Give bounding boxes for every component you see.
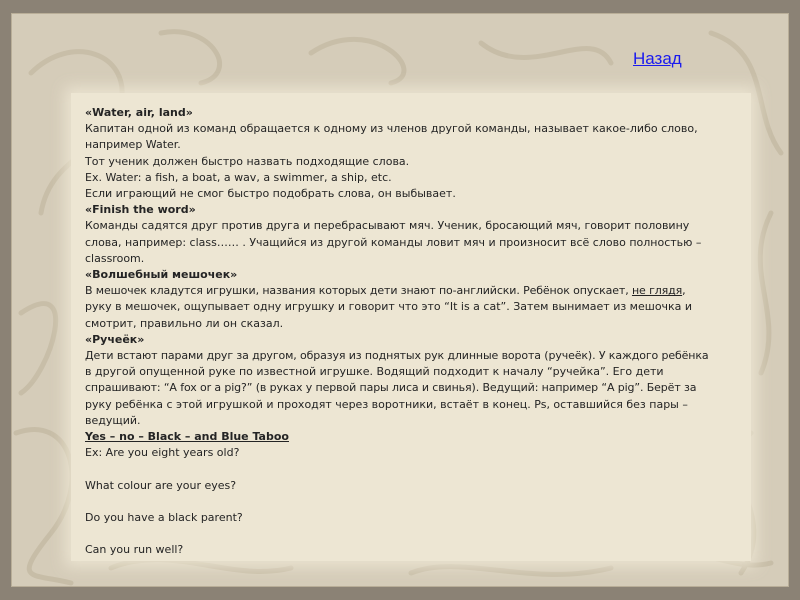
back-link[interactable]: Назад	[633, 49, 682, 68]
text-line: Тот ученик должен быстро назвать подходящие слова.	[85, 154, 410, 168]
section-title: «Water, air, land»	[85, 106, 193, 119]
text-fragment: ,	[682, 284, 686, 298]
text-line: слова, например: class…… . Учащийся из другой команды ловит мяч и произносит всё слово полностью –	[85, 235, 702, 249]
blank-line	[85, 526, 745, 542]
text-line: руку в мешочек, ощупывает одну игрушку и говорит что это “It is a cat”. Затем вынимает из мешочка и	[85, 300, 693, 314]
blank-line	[85, 461, 745, 477]
question-line: Do you have a black parent?	[85, 511, 243, 525]
text-line: Ex. Water: a fish, a boat, a wav, a swimmer, a ship, etc.	[85, 170, 392, 184]
section-title: «Волшебный мешочек»	[85, 268, 238, 282]
section-title: «Finish the word»	[85, 203, 196, 217]
text-line: Команды садятся друг против друга и перебрасывают мяч. Ученик, бросающий мяч, говорит половину	[85, 219, 690, 233]
text-fragment: В мешочек кладутся игрушки, названия которых дети знают по-английски. Ребёнок опускает,	[85, 284, 632, 298]
question-line: Can you run well?	[85, 543, 184, 557]
question-line: Ex: Are you eight years old?	[85, 446, 240, 460]
text-line: например Water.	[85, 138, 181, 152]
section-title: «Ручеёк»	[85, 332, 145, 346]
blank-line	[85, 494, 745, 510]
question-line: What colour are your eyes?	[85, 478, 237, 492]
text-line: смотрит, правильно ли он сказал.	[85, 316, 284, 330]
text-line: руку ребёнка с этой игрушкой и проходят через воротники, встаёт в конец. Ps, оставшийся без пары –	[85, 397, 688, 411]
text-line: ведущий.	[85, 413, 141, 427]
text-line: classroom.	[85, 251, 145, 265]
text-line: в другой опущенной руке по известной игрушке. Водящий подходит к началу “ручейка”. Его дети	[85, 365, 664, 379]
text-line: Если играющий не смог быстро подобрать слова, он выбывает.	[85, 187, 456, 201]
text-line: Капитан одной из команд обращается к одному из членов другой команды, называет какое-либо слово,	[85, 122, 698, 136]
game-descriptions	[85, 105, 745, 559]
text-line	[85, 283, 745, 299]
text-line: спрашивают: “A fox or a pig?” (в руках у первой пары лиса и свинья). Ведущий: например “A pig”. Берёт за	[85, 381, 697, 395]
slide-background	[11, 13, 789, 587]
underlined-text: не глядя	[631, 284, 683, 298]
text-line: Дети встают парами друг за другом, образуя из поднятых рук длинные ворота (ручеёк). У каждого ребёнка	[85, 349, 709, 363]
section-title: Yes – no – Black – and Blue Taboo	[85, 430, 289, 444]
content-panel	[71, 93, 751, 561]
